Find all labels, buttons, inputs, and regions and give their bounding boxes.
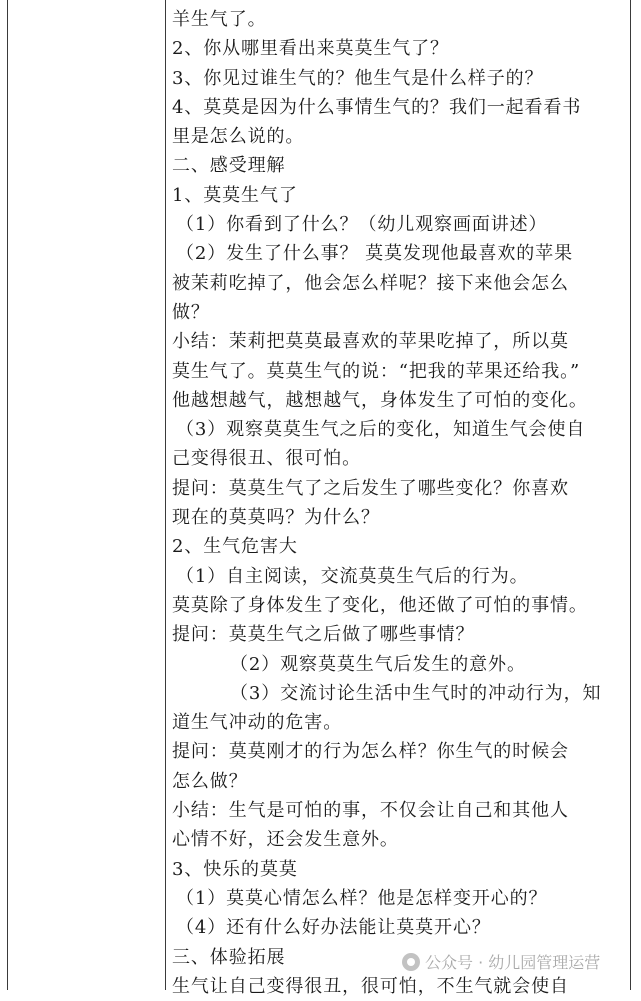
text-line: （2）发生了什么事？ 莫莫发现他最喜欢的苹果 bbox=[176, 243, 573, 265]
section-heading: 三、体验拓展 bbox=[172, 946, 286, 968]
subsection-heading: 1、莫莫生气了 bbox=[172, 184, 298, 206]
text-line: 小结：茉莉把莫莫最喜欢的苹果吃掉了，所以莫 bbox=[172, 331, 569, 353]
text-line: （1）自主阅读，交流莫莫生气后的行为。 bbox=[176, 565, 529, 587]
text-line: 怎么做？ bbox=[172, 770, 248, 792]
text-line: （2）观察莫莫生气后发生的意外。 bbox=[230, 653, 526, 675]
text-line: （3）观察莫莫生气之后的变化，知道生气会使自 bbox=[176, 419, 586, 441]
text-line: 心情不好，还会发生意外。 bbox=[172, 829, 399, 851]
text-line: 提问：莫莫生气之后做了哪些事情？ bbox=[172, 624, 475, 646]
text-line: （1）你看到了什么？（幼儿观察画面讲述） bbox=[176, 214, 548, 236]
text-line: 小结：生气是可怕的事，不仅会让自己和其他人 bbox=[172, 800, 569, 822]
table-border-left bbox=[7, 0, 8, 990]
text-line: 己变得很丑、很可怕。 bbox=[172, 448, 361, 470]
text-line: 现在的莫莫吗？为什么？ bbox=[172, 507, 380, 529]
text-line: 做？ bbox=[172, 301, 210, 323]
text-line: （1）莫莫心情怎么样？他是怎样变开心的？ bbox=[176, 887, 548, 909]
text-line: 4、莫莫是因为什么事情生气的？我们一起看看书 bbox=[172, 96, 582, 118]
text-line: 提问：莫莫刚才的行为怎么样？你生气的时候会 bbox=[172, 741, 569, 763]
subsection-heading: 2、生气危害大 bbox=[172, 536, 298, 558]
table-border-right bbox=[630, 0, 631, 990]
subsection-heading: 3、快乐的莫莫 bbox=[172, 858, 298, 880]
text-line: （4）还有什么好办法能让莫莫开心？ bbox=[176, 917, 491, 939]
watermark bbox=[402, 950, 600, 973]
text-line: 提问：莫莫生气了之后发生了哪些变化？你喜欢 bbox=[172, 477, 569, 499]
text-line: 3、你见过谁生气的？他生气是什么样子的？ bbox=[172, 67, 544, 89]
text-line: 莫莫除了身体发生了变化，他还做了可怕的事情。 bbox=[172, 594, 588, 616]
section-heading: 二、感受理解 bbox=[172, 155, 286, 177]
text-line: （3）交流讨论生活中生气时的冲动行为，知 bbox=[230, 682, 602, 704]
lesson-content-cell bbox=[172, 5, 630, 1001]
text-line: 被茉莉吃掉了，他会怎么样呢？接下来他会怎么 bbox=[172, 272, 569, 294]
text-line: 羊生气了。 bbox=[172, 9, 267, 30]
table-column-divider bbox=[165, 0, 166, 990]
wechat-icon bbox=[402, 953, 420, 971]
text-line: 里是怎么说的。 bbox=[172, 126, 305, 148]
text-line: 2、你从哪里看出来莫莫生气了？ bbox=[172, 38, 449, 60]
text-line: 他越想越气，越想越气，身体发生了可怕的变化。 bbox=[172, 389, 588, 411]
text-line: 道生气冲动的危害。 bbox=[172, 712, 343, 734]
text-line: 莫生气了。莫莫生气的说：“把我的苹果还给我。” bbox=[172, 360, 581, 382]
text-line: 生气让自己变得很丑，很可怕，不生气就会使自 bbox=[172, 975, 569, 997]
watermark-text: 公众号 · 幼儿园管理运营 bbox=[425, 953, 601, 972]
